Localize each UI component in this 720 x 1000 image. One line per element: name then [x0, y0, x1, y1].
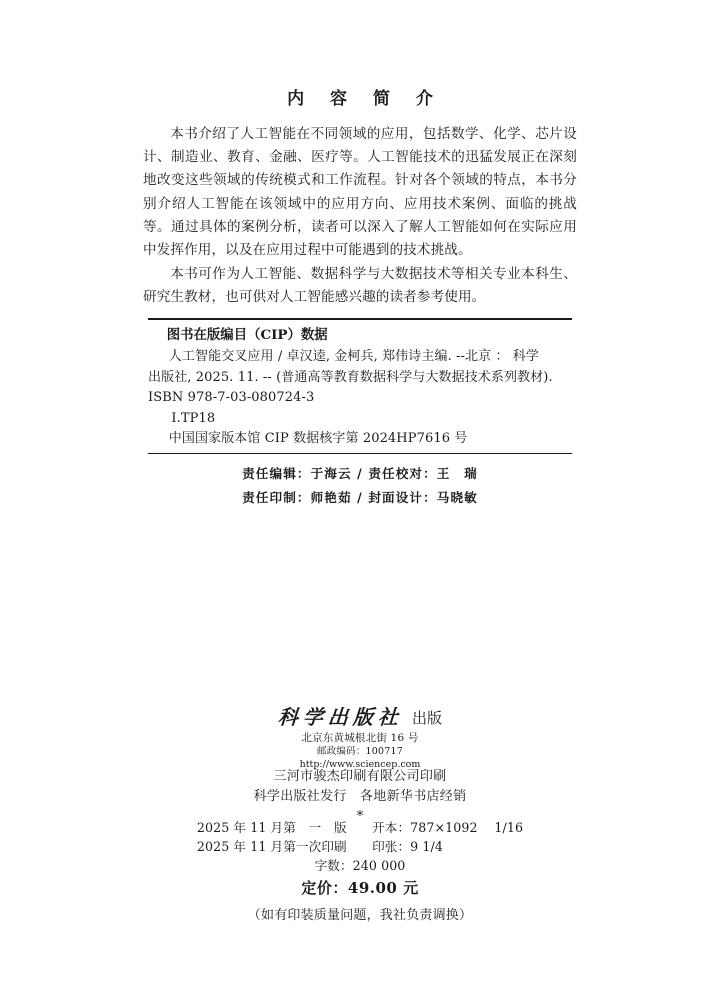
edition-grid [197, 818, 523, 856]
cip-heading: 图书在版编目（CIP）数据 [166, 327, 328, 343]
summary-paragraph-2: 本书可作为人工智能、数据科学与大数据技术等相关专业本科生、研究生教材，也可供对人工智能感兴趣的读者参考使用。 [143, 266, 577, 306]
publisher-address: 北京东黄城根北街 16 号 [301, 732, 419, 744]
summary-paragraph-1: 本书介绍了人工智能在不同领域的应用，包括数学、化学、芯片设计、制造业、教育、金融、医疗等。人工智能技术的迅猛发展正在深刻地改变这些领域的传统模式和工作流程。针对各个领域的特点，本书分别介绍人工智能在该领域中的应用方向、应用技术案例、面临的挑战等。通过具体的案例分析，读者可以深入了解人工智能如何在实际应用中发挥作用，以及在应用过程中可能遇到的技术挑战。 [143, 126, 577, 259]
credit-editor-line: 责任编辑：于海云 / 责任校对：王 瑞 [242, 466, 478, 481]
publisher-website[interactable]: http://www.sciencep.com [299, 759, 421, 770]
cip-classification: Ⅰ.TP18 [171, 410, 216, 426]
publisher-section [0, 704, 720, 771]
book-summary-section [143, 84, 577, 310]
edition-wordcount: 字数：240 000 [314, 858, 406, 873]
printer-name: 三河市骏杰印刷有限公司印刷 [273, 769, 447, 784]
edition-section [0, 818, 720, 927]
publisher-logo: 科学出版社 [277, 705, 404, 729]
credit-production-line: 责任印制：师艳茹 / 封面设计：马晓敏 [242, 490, 478, 505]
publisher-postcode: 邮政编码：100717 [317, 746, 403, 757]
quality-note: （如有印装质量问题，我社负责调换） [247, 908, 473, 923]
cip-bottom-rule [148, 453, 572, 454]
cip-body [148, 320, 572, 453]
edition-line-2: 2025 年 11 月第一次印刷 印张：9 1/4 [196, 839, 443, 854]
cip-isbn: ISBN 978-7-03-080724-3 [148, 390, 315, 405]
edition-line-1: 2025 年 11 月第 一 版 开本：787×1092 1/16 [196, 820, 524, 835]
summary-heading: 内 容 简 介 [287, 89, 443, 109]
cip-data-block [148, 318, 572, 454]
credits-section [0, 462, 720, 510]
publisher-logo-suffix: 出版 [411, 709, 442, 727]
separator-asterisk: * [356, 809, 364, 824]
book-price: 定价：49.00 元 [301, 879, 419, 897]
publisher-logo-row [0, 704, 720, 728]
distributor-name: 科学出版社发行 各地新华书店经销 [253, 789, 467, 804]
cip-title-authors: 人工智能交叉应用 / 卓汉逵, 金柯兵, 郑伟诗主编. --北京 ： 科学 [168, 349, 539, 364]
cip-publisher-line: 出版社, 2025. 11. -- (普通高等教育数据科学与大数据技术系列教材). [148, 369, 553, 385]
cip-archive-number: 中国国家版本馆 CIP 数据核字第 2024HP7616 号 [168, 431, 468, 446]
